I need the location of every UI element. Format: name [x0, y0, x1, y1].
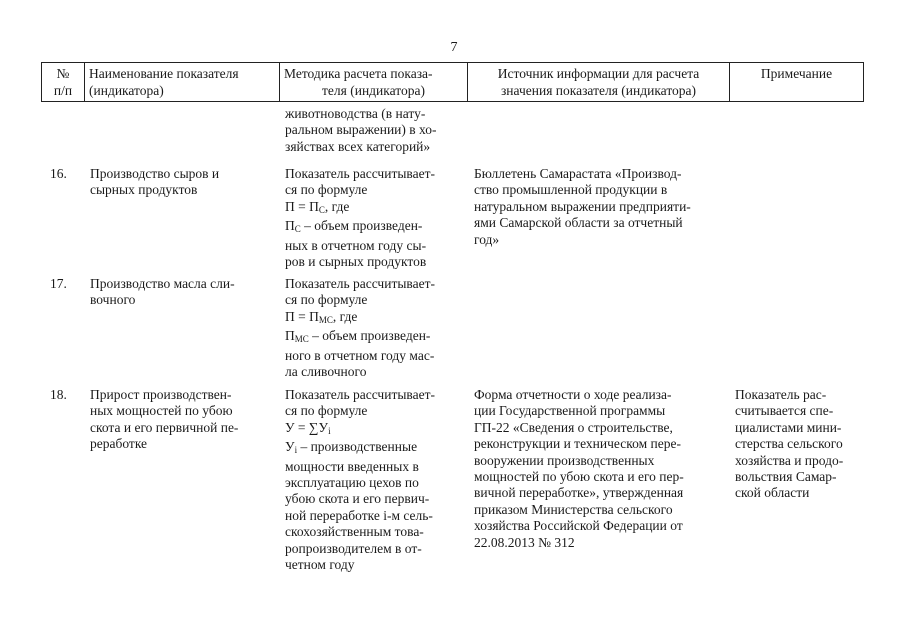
row-18-source: Форма отчетности о ходе реализа- ции Государственной программы ГП-22 «Сведения о строительстве, реконструкции и техническом пере- вооружении производственных мощностей по убою скота и его пер- вичной переработке», утвержденная приказом Министерства сельского хозяйства Российской Федерации от 22.08.2013 № 312	[474, 387, 684, 550]
row-17-num: 17.	[50, 276, 67, 291]
row-18-note: Показатель рас- считывается спе- циалистами мини- стерства сельского хозяйства и продо- вольствия Самар- ской области	[735, 387, 844, 501]
row-16-definition: $П_С$ – объем произведен-	[285, 218, 423, 235]
row-16-name: Производство сыров и сырных продуктов	[90, 166, 220, 198]
header-num: № п/п	[41, 62, 85, 102]
header-note: Примечание	[730, 62, 864, 102]
row-18-name: Прирост производствен- ных мощностей по убою скота и его первичной пе- реработке	[90, 387, 239, 452]
row-16-num: 16.	[50, 166, 67, 181]
row-18-formula: $У = \sum У_i$	[285, 419, 331, 436]
row-16-formula: $П = П_С$, где	[285, 198, 350, 215]
header-source: Источник информации для расчета значения показателя (индикатора)	[468, 62, 730, 102]
row-18-method: Показатель рассчитывает- ся по формуле $У = \sum У_i$ $У_i$ – производственные мощности введенных в эксплуатацию цехов по убою скота и его первич- ной переработке i-м сель- скохозяйственным това- ропроизводителем в от- четном году	[285, 387, 463, 573]
row-17-method: Показатель рассчитывает- ся по формуле $П = П_{МС}$, где $П_{МС}$ – объем произведен- ного в отчетном году мас- ла сливочного	[285, 276, 463, 380]
header-method: Методика расчета показа- теля (индикатора)	[280, 62, 468, 102]
row-17-name: Производство масла сли- вочного	[90, 276, 235, 308]
continuation-method: животноводства (в нату- ральном выражении) в хо- зяйствах всех категорий»	[285, 106, 437, 154]
row-16-source: Бюллетень Самарастата «Производ- ство промышленной продукции в натуральном выражении предприяти- ями Самарской области за отчетный год»	[474, 166, 691, 247]
page-number: 7	[450, 40, 458, 55]
row-18-num: 18.	[50, 387, 67, 402]
header-name: Наименование показателя (индикатора)	[85, 62, 280, 102]
row-16-method: Показатель рассчитывает- ся по формуле $П = П_С$, где $П_С$ – объем произведен- ных в отчетном году сы- ров и сырных продуктов	[285, 166, 463, 270]
row-18-definition: $У_i$ – производственные	[285, 439, 418, 456]
row-17-definition: $П_{МС}$ – объем произведен-	[285, 328, 431, 345]
row-17-formula: $П = П_{МС}$, где	[285, 308, 358, 325]
